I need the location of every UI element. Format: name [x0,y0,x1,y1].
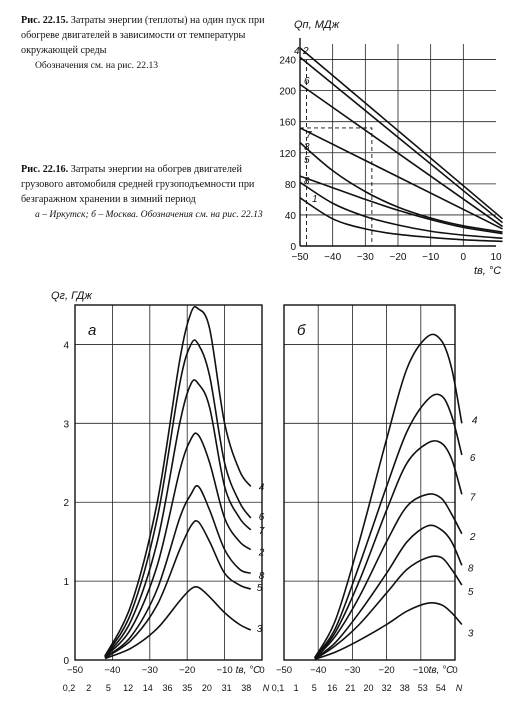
x-tick-label: −10 [412,665,429,676]
x-tick2-label: 21 [345,683,356,693]
series-line-8 [105,486,251,658]
x-tick2-label: 38 [399,683,410,693]
x-tick-label: −40 [324,252,342,263]
y-tick-label: 120 [279,148,296,160]
x-tick-label: −40 [310,665,327,676]
series-line-7 [300,128,503,229]
x-tick-label: −10 [422,252,440,263]
x-tick2-label: 20 [201,683,212,693]
x-tick-label: 0 [259,665,265,676]
y-tick-label: 200 [279,86,296,98]
series-label: 7 [306,130,312,141]
y-tick-label: 40 [284,210,296,222]
series-line-2 [315,494,462,659]
series-label: 7 [258,525,265,537]
x-tick-label: −40 [104,665,121,676]
series-label: 6 [469,452,476,464]
series-label: 2 [303,46,309,57]
caption-fig2-text: Затраты энергии на обогрев двигателей грузового автомобиля средней грузоподъемности при безгаражном хранении в зимний период [21,164,255,205]
x-tick-label: −10 [216,665,233,676]
x-tick-label: 0 [452,665,458,676]
chart-energy-per-start [279,19,502,277]
y-tick-label: 2 [63,498,69,510]
series-line-4 [300,57,503,222]
series-label: 4 [258,482,265,494]
x-tick2-label: 54 [435,683,446,693]
x-tick2-label: N [455,683,463,693]
x-tick2-label: 36 [162,683,173,693]
series-label: 4 [294,46,300,57]
x-tick-label: −20 [389,252,407,263]
caption-fig1-note: Обозначения см. на рис. 22.13 [35,60,159,71]
series-line-2 [300,48,503,219]
y-tick-label: 160 [279,117,296,129]
series-label: 3 [256,624,263,636]
x-tick2-label: 12 [123,683,134,693]
y-tick-label: 80 [284,179,296,191]
y-tick-label: 0 [63,656,69,667]
plot-frame [284,305,455,660]
x-axis-label: tв, °C [235,665,261,676]
x-tick2-label: 5 [105,683,111,693]
x-tick2-label: 31 [221,683,232,693]
panel-letter: а [88,322,97,339]
x-tick2-label: 38 [241,683,252,693]
series-label: 3 [304,142,310,153]
x-axis-label: tв, °C [474,265,502,277]
x-tick2-label: 16 [327,683,338,693]
series-label: 2 [258,547,265,559]
x-tick-label: −50 [275,665,293,676]
chart-panel-b-moscow [272,305,478,693]
x-tick-label: −20 [378,665,395,676]
x-tick-label: 10 [490,252,502,263]
x-tick2-label: 14 [142,683,153,693]
caption-fig2-label: Рис. 22.16. [21,164,69,175]
x-tick-label: −30 [141,665,158,676]
x-tick2-label: 32 [381,683,392,693]
series-label: 3 [467,628,474,640]
caption-fig1-text: Затраты энергии (теплоты) на один пуск при обогреве двигателей в зависимости от температуры окружающей среды [21,15,265,56]
series-label: 2 [469,531,476,543]
series-label: 5 [467,587,474,599]
x-axis-label: tв, °C [428,665,454,676]
series-label: 7 [469,492,476,504]
x-tick-label: −50 [66,665,84,676]
panel-letter: б [297,322,306,339]
y-tick-label: 4 [63,340,69,352]
x-tick2-label: 0,1 [271,683,285,693]
x-tick-label: −50 [291,252,309,263]
y-tick-label: 3 [63,419,69,431]
series-label: 8 [467,563,474,575]
series-label: 5 [256,583,263,594]
series-label: 1 [312,194,318,205]
x-tick-label: −30 [356,252,374,263]
x-tick-label: 0 [460,252,467,263]
series-label: 5 [304,155,310,166]
y-tick-label: 1 [63,577,69,589]
y-axis-label: Qг, ГДж [51,290,92,302]
x-tick2-label: 35 [182,683,193,693]
x-tick-label: −20 [179,665,196,676]
y-tick-label: 0 [290,242,296,253]
x-tick2-label: 1 [293,683,299,693]
x-tick2-label: 0,2 [62,683,76,693]
x-tick-label: −30 [344,665,361,676]
y-tick-label: 240 [279,55,296,67]
caption-fig1-label: Рис. 22.15. [21,15,69,26]
x-tick2-label: N [262,683,270,693]
x-tick2-label: 20 [363,683,374,693]
series-line-4 [315,334,462,657]
y-axis-label: Qп, МДж [294,19,340,31]
x-tick2-label: 5 [311,683,317,693]
series-label: 4 [471,415,478,427]
series-line-6 [300,84,503,226]
series-label: 8 [258,571,265,583]
series-line-5 [105,521,251,658]
chart-panel-a-irkutsk [51,290,270,693]
series-label: 6 [258,512,265,523]
x-tick2-label: 53 [417,683,428,693]
series-label: 8 [304,176,310,187]
caption-fig2-note: а – Иркутск; б – Москва. Обозначения см. на рис. 22.13 [35,209,263,220]
series-line-5 [300,182,503,238]
x-tick2-label: 2 [86,683,92,693]
series-label: 6 [304,76,310,87]
